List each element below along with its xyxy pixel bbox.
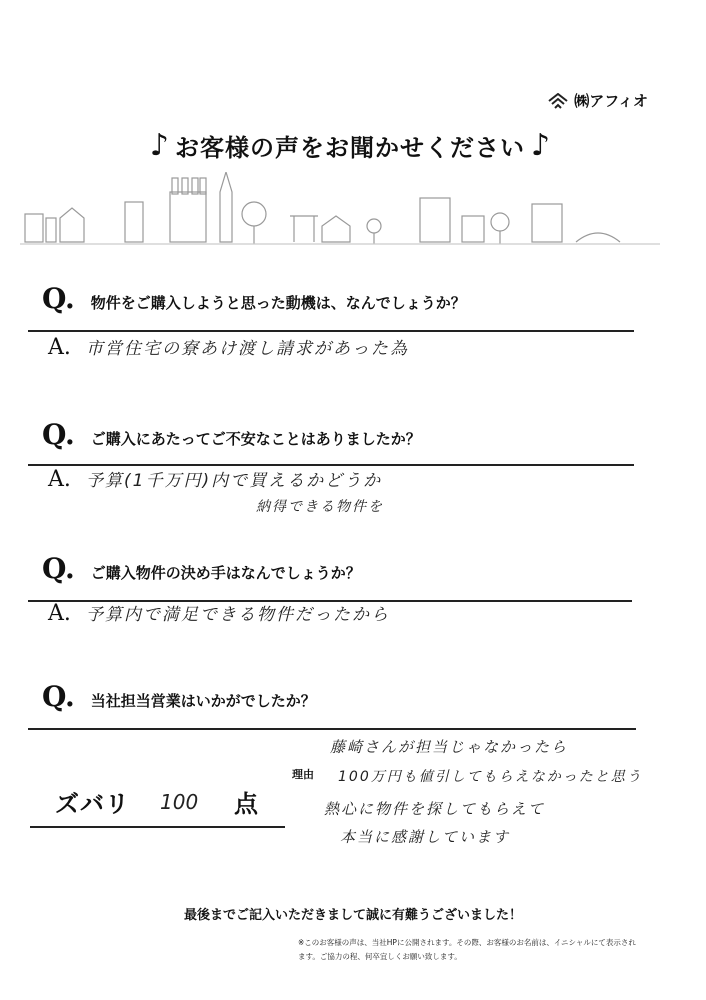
reason-line: 藤崎さんが担当じゃなかったら [330, 738, 569, 756]
answer-handwritten: 予算(1千万円)内で買えるかどうか [86, 471, 383, 491]
music-note-icon: ♪ [149, 127, 169, 163]
company-logo [548, 90, 648, 111]
music-note-icon: ♪ [531, 127, 551, 163]
question-1 [42, 282, 466, 315]
reason-label: 理由 [292, 768, 314, 781]
score-unit: 点 [234, 790, 258, 818]
house-logo-icon [548, 93, 568, 109]
question-3 [42, 552, 361, 585]
answer-handwritten: 市営住宅の寮あけ渡し請求があった為 [86, 339, 409, 359]
a-marker: A. [48, 601, 71, 626]
a-marker: A. [48, 335, 71, 360]
closing-message: 最後までご記入いただきまして誠に有難うございました！ [183, 908, 522, 923]
q-marker: Q. [42, 418, 75, 451]
question-text: ご購入にあたってご不安なことはありましたか？ [90, 430, 421, 448]
answer-insertion: 納得できる物件を [256, 499, 384, 515]
question-text: ご購入物件の決め手はなんでしょうか？ [90, 564, 361, 582]
q-marker: Q. [42, 552, 75, 585]
answer-line [28, 728, 636, 730]
reason-line: 本当に感謝しています [340, 828, 511, 846]
score-value: 100 [160, 790, 199, 814]
question-text: 物件をご購入しようと思った動機は、なんでしょうか？ [90, 294, 466, 312]
answer-line [28, 330, 634, 332]
page-title [80, 128, 620, 163]
question-2 [42, 418, 421, 451]
reason-line: 熱心に物件を探してもらえて [324, 800, 546, 818]
score-label: ズバリ [55, 790, 130, 818]
title-text: お客様の声をお聞かせください [175, 134, 525, 162]
a-marker: A. [48, 467, 71, 492]
company-name: ㈱アフィオ [574, 92, 648, 110]
answer-1 [48, 334, 409, 360]
answer-handwritten: 予算内で満足できる物件だったから [86, 605, 390, 625]
reason-line: 100万円も値引してもらえなかったと思う [338, 769, 643, 785]
score-underline [30, 826, 285, 828]
q-marker: Q. [42, 282, 75, 315]
footnote: ※このお客様の声は、当社HPに公開されます。その際、お客様のお名前は、イニシャルにて表示されます。ご協力の程、何卒宜しくお願い致します。 [298, 938, 636, 961]
answer-3 [48, 600, 390, 626]
answer-2 [48, 466, 382, 492]
skyline-illustration [20, 172, 660, 252]
question-text: 当社担当営業はいかがでしたか？ [90, 692, 316, 710]
question-4 [42, 680, 316, 713]
q-marker: Q. [42, 680, 75, 713]
